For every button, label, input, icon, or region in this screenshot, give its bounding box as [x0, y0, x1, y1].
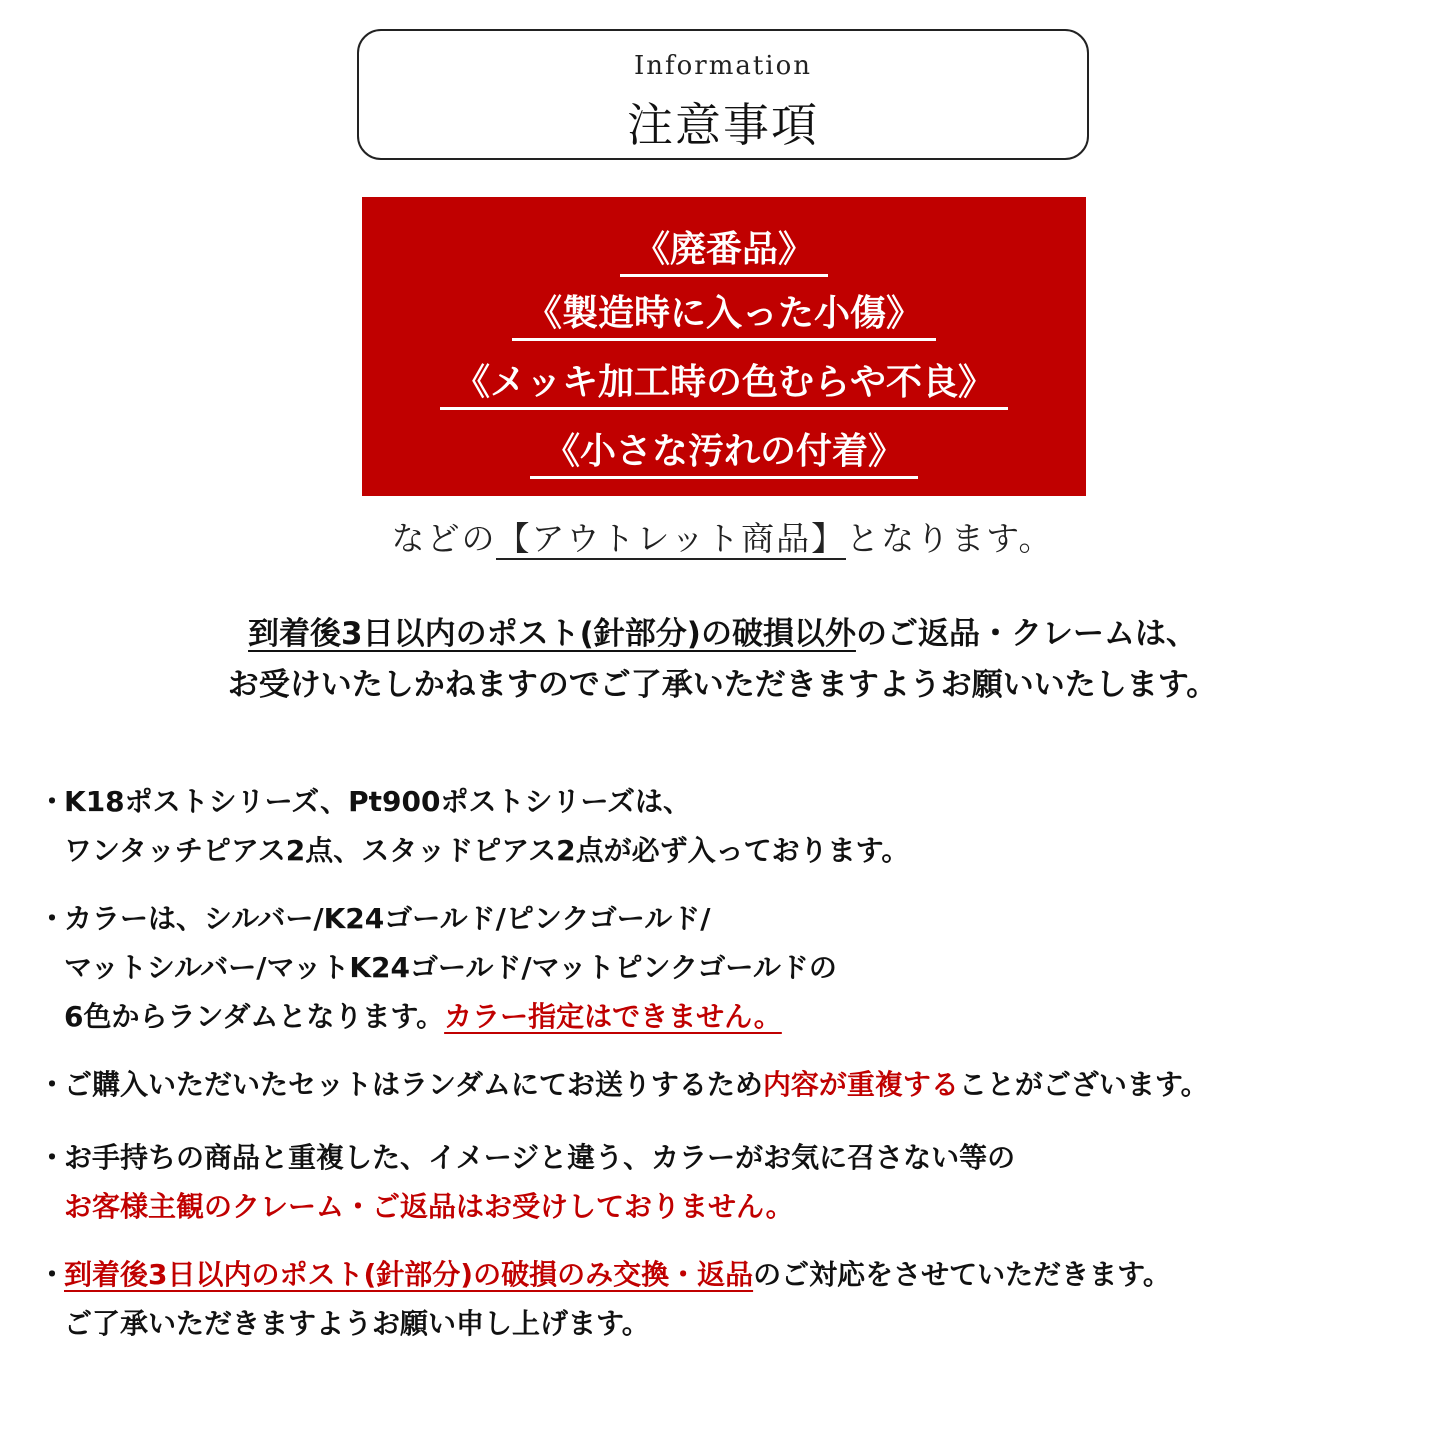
- bullet-dot: ・: [38, 1258, 67, 1291]
- reason-discontinued: 《廃番品》: [362, 221, 1086, 272]
- header-box: [357, 29, 1089, 160]
- notice-line-2: お受けいたしかねますのでご了承いただきますようお願いいたします。: [227, 667, 1218, 703]
- bullet-dot: ・: [38, 1068, 67, 1101]
- duplicate-warning: 内容が重複する: [762, 1068, 959, 1101]
- outlet-suffix: となります。: [846, 519, 1054, 558]
- bullet-dot: ・: [38, 1141, 67, 1174]
- no-subjective-returns-warning: お客様主観のクレーム・ご返品はお受けしておりません。: [64, 1190, 794, 1223]
- no-color-selection-warning: カラー指定はできません。: [444, 1000, 782, 1033]
- bullet-exchange-policy: ・ 到着後3日以内のポスト(針部分)の破損のみ交換・返品のご対応をさせていただきます。 ご了承いただきますようお願い申し上げます。: [38, 1250, 1171, 1348]
- bullet-no-subjective-returns: ・ お手持ちの商品と重複した、イメージと違う、カラーがお気に召さない等の お客様主観のクレーム・ご返品はお受けしておりません。: [38, 1133, 1015, 1231]
- exchange-condition: 到着後3日以内のポスト(針部分)の破損のみ交換・返品: [64, 1258, 754, 1291]
- header-title: 注意事項: [627, 98, 819, 152]
- reason-plating: 《メッキ加工時の色むらや不良》: [362, 354, 1086, 405]
- outlet-reasons-box: [362, 197, 1086, 496]
- bullet-random-duplicates: ・ ご購入いただいたセットはランダムにてお送りするため内容が重複することがございます。: [38, 1060, 1209, 1109]
- notice-line-1: [0, 608, 1445, 653]
- bullet-dot: ・: [38, 902, 67, 935]
- reason-stains: 《小さな汚れの付着》: [362, 423, 1086, 474]
- bullet-series-contents: ・ K18ポストシリーズ、Pt900ポストシリーズは、 ワンタッチピアス2点、スタッドピアス2点が必ず入っております。: [38, 777, 909, 875]
- outlet-statement: [0, 513, 1445, 560]
- reason-scratches: 《製造時に入った小傷》: [362, 285, 1086, 336]
- outlet-prefix: などの: [391, 519, 497, 558]
- notice-underlined: 到着後3日以内のポスト(針部分)の破損以外: [248, 616, 856, 652]
- bullet-colors: ・ カラーは、シルバー/K24ゴールド/ピンクゴールド/ マットシルバー/マットK24ゴールド/マットピンクゴールドの 6色からランダムとなります。カラー指定はできません。: [38, 894, 837, 1041]
- bullet-dot: ・: [38, 785, 67, 818]
- header-subtitle: Information: [633, 51, 813, 81]
- notice-rest: のご返品・クレームは、: [855, 616, 1197, 652]
- outlet-highlight: 【アウトレット商品】: [496, 519, 847, 558]
